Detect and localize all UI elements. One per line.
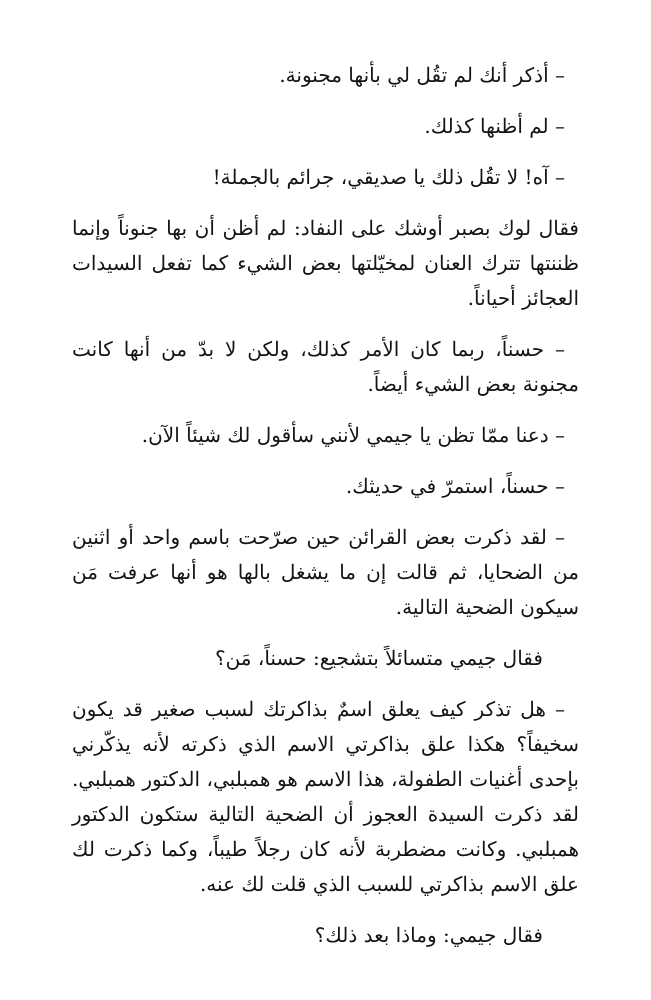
- dialogue-paragraph: – لم أظنها كذلك.: [424, 114, 565, 138]
- narration-paragraph: فقال جيمي متسائلاً بتشجيع: حسناً، مَن؟: [214, 646, 543, 670]
- narration-paragraph: فقال لوك بصبر أوشك على النفاد: لم أظن أن بها جنوناً وإنما ظننتها تترك العنان لمخيّلتها بعض الشيء كما تفعل السيدات العجائز أحياناً.: [72, 216, 579, 310]
- dialogue-paragraph: – حسناً، استمرّ في حديثك.: [345, 474, 565, 498]
- narration-paragraph: فقال جيمي: وماذا بعد ذلك؟: [314, 923, 543, 947]
- dialogue-paragraph: – لقد ذكرت بعض القرائن حين صرّحت باسم واحد أو اثنين من الضحايا، ثم قالت إن ما يشغل بالها هو أنها عرفت مَن سيكون الضحية التالية.: [72, 525, 579, 619]
- dialogue-paragraph: – أذكر أنك لم تقُل لي بأنها مجنونة.: [279, 63, 565, 87]
- dialogue-paragraph: – هل تذكر كيف يعلق اسمٌ بذاكرتك لسبب صغير قد يكون سخيفاً؟ هكذا علق بذاكرتي الاسم الذي ذكرته لأنه يذكّرني بإحدى أغنيات الطفولة، هذا الاسم هو همبلبي، الدكتور همبلبي. لقد ذكرت السيدة العجوز أن الضحية التالية ستكون الدكتور همبلبي. وكانت مضطربة لأنه كان رجلاً طيباً، وكما ذكرت لك علق الاسم بذاكرتي للسبب الذي قلت لك عنه.: [72, 697, 579, 896]
- dialogue-paragraph: – آه! لا تقُل ذلك يا صديقي، جرائم بالجملة!: [212, 165, 565, 189]
- dialogue-paragraph: – حسناً، ربما كان الأمر كذلك، ولكن لا بدّ من أنها كانت مجنونة بعض الشيء أيضاً.: [72, 337, 579, 396]
- dialogue-paragraph: – دعنا ممّا تظن يا جيمي لأنني سأقول لك شيئاً الآن.: [141, 423, 565, 447]
